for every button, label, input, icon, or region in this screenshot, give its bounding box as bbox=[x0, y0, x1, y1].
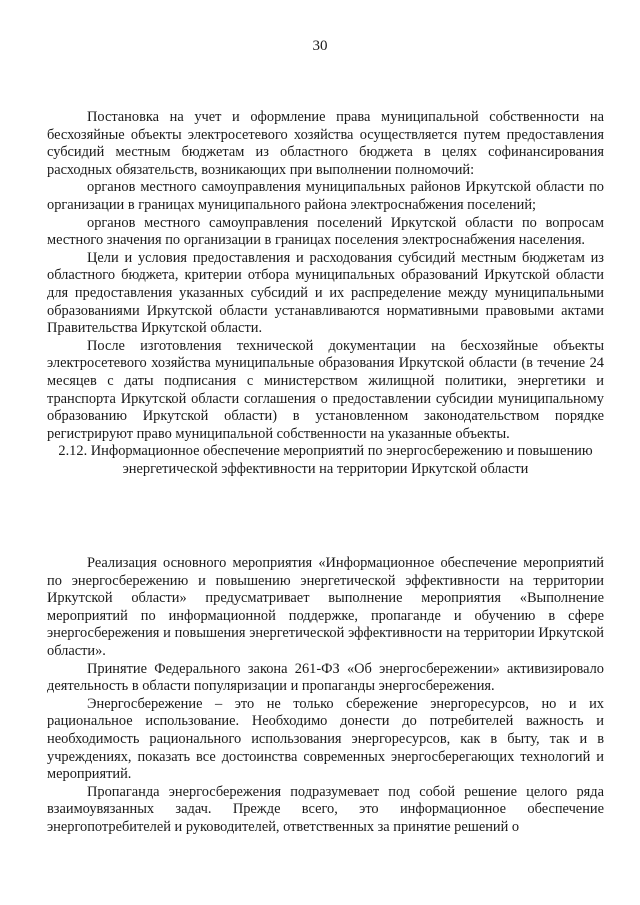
paragraph: Реализация основного мероприятия «Информационное обеспечение мероприятий по энергосбережению и повышению энергетической эффективности на территории Иркутской области» предусматривает выполнение мероприятия «Выполнение мероприятий по информационной поддержке, пропаганде и обучению в сфере энергосбережения и повышения энергетической эффективности на территории Иркутской области». bbox=[47, 555, 604, 659]
paragraph: Принятие Федерального закона 261-ФЗ «Об энергосбережении» активизировало деятельность в области популяризации и пропаганды энергосбережения. bbox=[47, 660, 604, 695]
section-heading: 2.12. Информационное обеспечение мероприятий по энергосбережению и повышению энергетической эффективности на территории Иркутской области bbox=[58, 443, 593, 477]
paragraph: Постановка на учет и оформление права муниципальной собственности на бесхозяйные объекты электросетевого хозяйства осуществляется путем предоставления субсидий местным бюджетам из областного бюджета в целях софинансирования расходных обязательств, возникающих при выполнении полномочий: bbox=[47, 109, 604, 178]
paragraph: Пропаганда энергосбережения подразумевает под собой решение целого ряда взаимоувязанных задач. Прежде всего, это информационное обеспечение энергопотребителей и руководителей, ответственных за принятие решений о bbox=[47, 783, 604, 835]
paragraph: органов местного самоуправления поселений Иркутской области по вопросам местного значения по организации в границах поселения электроснабжения населения. bbox=[47, 214, 604, 249]
paragraph: Цели и условия предоставления и расходования субсидий местным бюджетам из областного бюджета, критерии отбора муниципальных образований Иркутской области для предоставления указанных субсидий и их распределение между муниципальными образованиями Иркутской области устанавливаются нормативными правовыми актами Правительства Иркутской области. bbox=[47, 249, 604, 337]
text-block-lower bbox=[47, 555, 604, 837]
paragraph: После изготовления технической документации на бесхозяйные объекты электросетевого хозяйства муниципальные образования Иркутской области (в течение 24 месяцев с даты подписания с министерством жилищной политики, энергетики и транспорта Иркутской области соглашения о предоставлении субсидии муниципальному образованию Иркутской области) в установленном законодательством порядке регистрируют право муниципальной собственности на указанные объекты. bbox=[47, 337, 604, 442]
page-number: 30 bbox=[312, 38, 328, 54]
paragraph: органов местного самоуправления муниципальных районов Иркутской области по организации в границах муниципального района электроснабжения поселений; bbox=[47, 179, 604, 213]
text-block-upper bbox=[47, 109, 604, 478]
paragraph: Энергосбережение – это не только сбережение энергоресурсов, но и их рациональное использование. Необходимо донести до потребителей важность и необходимость рационального использования энергоресурсов, как в быту, так и в учреждениях, показать все достоинства современных энергосберегающих технологий и мероприятий. bbox=[47, 695, 604, 783]
